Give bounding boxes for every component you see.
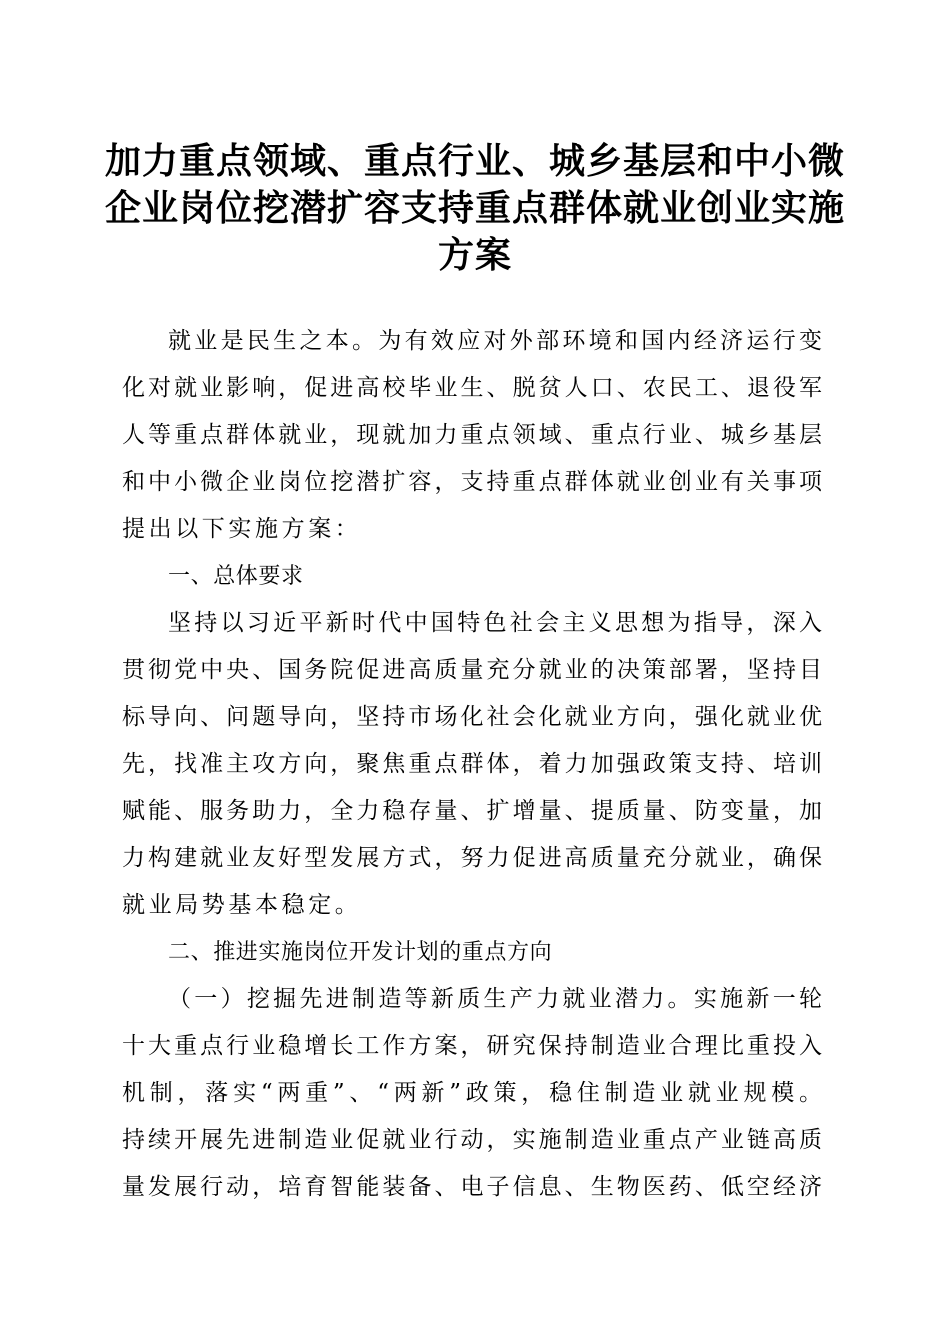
paragraph-line: 就业局势基本稳定。 <box>122 892 362 918</box>
document-title <box>100 138 850 279</box>
paragraph-line: 先，找准主攻方向，聚焦重点群体，着力加强政策支持、培训 <box>122 751 822 777</box>
paragraph-line: 人等重点群体就业，现就加力重点领域、重点行业、城乡基层 <box>122 422 822 448</box>
paragraph-line: 机制，落实“两重”、“两新”政策，稳住制造业就业规模。 <box>122 1080 822 1106</box>
paragraph-line: 贯彻党中央、国务院促进高质量充分就业的决策部署，坚持目 <box>122 657 822 683</box>
paragraph-line: 化对就业影响，促进高校毕业生、脱贫人口、农民工、退役军 <box>122 375 822 401</box>
paragraph-line: 赋能、服务助力，全力稳存量、扩增量、提质量、防变量，加 <box>122 798 822 824</box>
section2-paragraph <box>122 976 822 1211</box>
paragraph-line: 量发展行动，培育智能装备、电子信息、生物医药、低空经济 <box>122 1174 822 1200</box>
title-line: 方案 <box>437 234 512 276</box>
paragraph-line: 标导向、问题导向，坚持市场化社会化就业方向，强化就业优 <box>122 704 822 730</box>
paragraph-line: 就业是民生之本。为有效应对外部环境和国内经济运行变 <box>168 328 822 354</box>
paragraph-line: 持续开展先进制造业促就业行动，实施制造业重点产业链高质 <box>122 1127 822 1153</box>
section-heading-key-directions: 二、推进实施岗位开发计划的重点方向 <box>168 940 553 965</box>
paragraph-line: 十大重点行业稳增长工作方案，研究保持制造业合理比重投入 <box>122 1033 822 1059</box>
title-line: 企业岗位挖潜扩容支持重点群体就业创业实施 <box>104 187 845 229</box>
document-body <box>122 318 822 1211</box>
section1-paragraph <box>122 600 822 929</box>
paragraph-line: 和中小微企业岗位挖潜扩容，支持重点群体就业创业有关事项 <box>122 469 822 495</box>
paragraph-line: 提出以下实施方案： <box>122 516 362 542</box>
title-line: 加力重点领域、重点行业、城乡基层和中小微 <box>104 140 845 182</box>
paragraph-line: 力构建就业友好型发展方式，努力促进高质量充分就业，确保 <box>122 845 822 871</box>
intro-paragraph <box>122 318 822 553</box>
paragraph-line: 坚持以习近平新时代中国特色社会主义思想为指导，深入 <box>168 610 822 636</box>
paragraph-line: （一）挖掘先进制造等新质生产力就业潜力。实施新一轮 <box>168 986 822 1012</box>
section-heading-overall-requirements: 一、总体要求 <box>168 564 304 589</box>
